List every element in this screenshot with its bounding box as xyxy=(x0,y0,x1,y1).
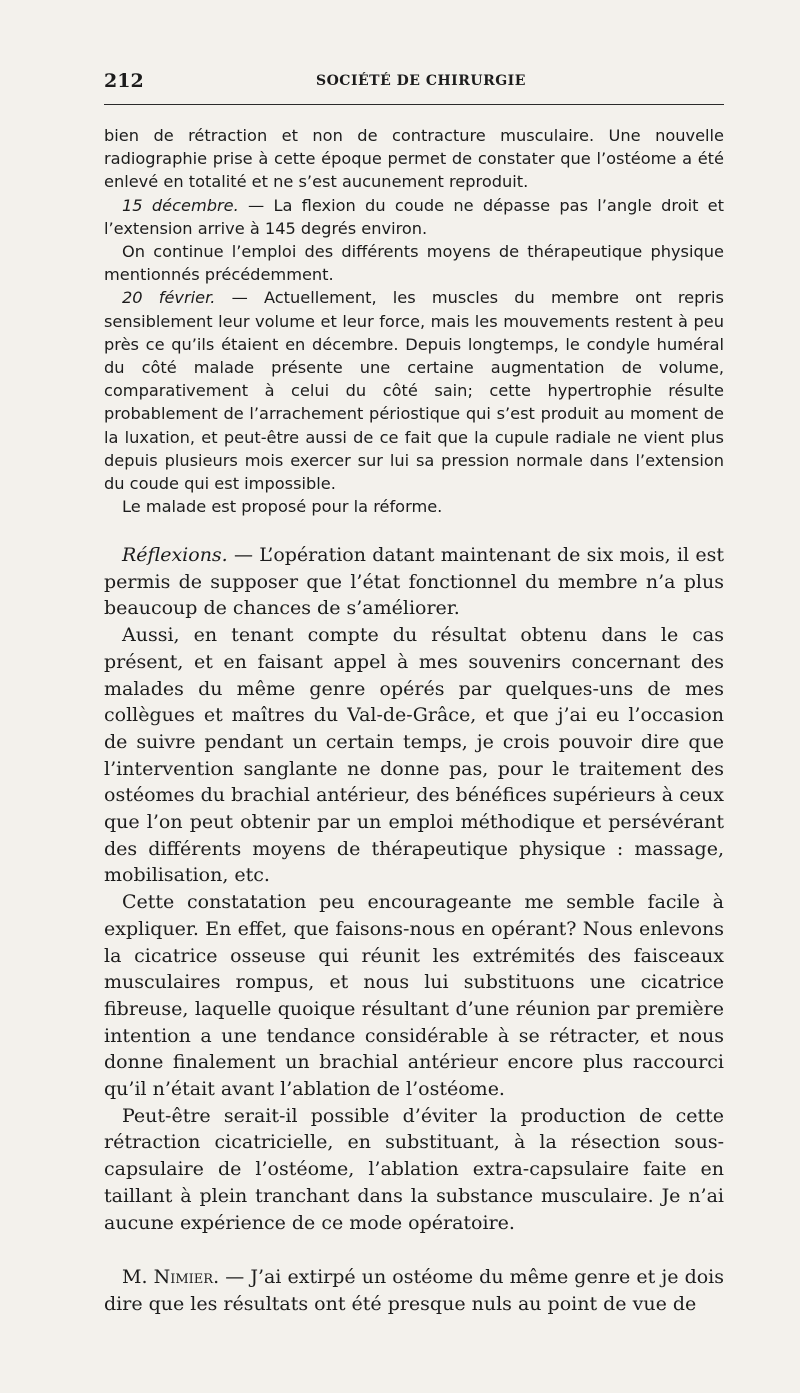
reflexions-paragraph: Peut-être serait-il possible d’éviter la production de cette rétraction cicatricielle, en substituant, à la résection sous-capsulaire de l’ostéome, l’ablation extra-capsulaire faite en taillant à plein tranchant dans la substance musculaire. Je n’ai aucune expérience de ce mode opératoire. xyxy=(104,1104,724,1234)
header-rule xyxy=(104,104,724,105)
observation-paragraph: On continue l’emploi des différents moyens de thérapeutique physique mentionnés précédemment. xyxy=(104,242,724,285)
reflexions-paragraph: Cette constatation peu encourageante me semble facile à expliquer. En effet, que faisons-nous en opérant? Nous enlevons la cicatrice osseuse qui réunit les extrémités des faisceaux musculaires rompus, et nous lui substituons une cicatrice fibreuse, laquelle quoique résultant d’une réunion par première intention a une tendance considérable à se rétracter, et nous donne finalement un brachial antérieur encore plus raccourci qu’il n’était avant l’ablation de l’ostéome. xyxy=(104,891,724,1101)
paragraph-text: — J’ai extirpé un ostéome du même genre et je dois dire que les résultats ont été presque nuls au point de vue de xyxy=(104,1266,725,1315)
speaker-name: M. Nimier. xyxy=(122,1266,220,1289)
section-heading: Réflexions. xyxy=(122,544,228,566)
reflexions-paragraph: Aussi, en tenant compte du résultat obtenu dans le cas présent, et en faisant appel à mes souvenirs concernant des malades du même genre opérés par quelques-uns de mes collègues et maîtres du Val-de-Grâce, et que j’ai eu l’occasion de suivre pendant un certain temps, je crois pouvoir dire que l’intervention sanglante ne donne pas, pour le traitement des ostéomes du brachial antérieur, des bénéfices supérieurs à ceux que l’on peut obtenir par un emploi méthodique et persévérant des différents moyens de thérapeutique physique : massage, mobilisation, etc. xyxy=(104,624,724,887)
observation-paragraph xyxy=(104,194,724,240)
observation-paragraph: Le malade est proposé pour la réforme. xyxy=(122,497,443,517)
observation-paragraph xyxy=(104,286,724,495)
page-header xyxy=(104,70,724,96)
date-label: 15 décembre. xyxy=(122,195,239,215)
case-observation xyxy=(104,124,724,518)
page-number: 212 xyxy=(104,70,144,92)
paragraph-text: — L’opération datant maintenant de six mois, il est permis de supposer que l’état fonctionnel du membre n’a plus beaucoup de chances de s’améliorer. xyxy=(104,544,724,620)
running-title: SOCIÉTÉ DE CHIRURGIE xyxy=(316,73,526,89)
reflexions-section xyxy=(104,542,724,1318)
reflexions-paragraph xyxy=(104,542,724,622)
observation-paragraph: bien de rétraction et non de contracture musculaire. Une nouvelle radiographie prise à cette époque permet de constater que l’ostéome a été enlevé en totalité et ne s’est aucunement reproduit. xyxy=(104,126,724,192)
paragraph-text: — Actuellement, les muscles du membre ont repris sensiblement leur volume et leur force, mais les mouvements restent à peu près ce qu’ils étaient en décembre. Depuis longtemps, le condyle huméral du côté malade présente une certaine augmentation de volume, comparativement à celui du côté sain; cette hypertrophie résulte probablement de l’arrachement périostique qui s’est produit au moment de la luxation, et peut-être aussi de ce fait que la cupule radiale ne vient plus depuis plusieurs mois exercer sur lui sa pression normale dans l’extension du coude qui est impossible. xyxy=(104,288,724,494)
paragraph-text: — La flexion du coude ne dépasse pas l’angle droit et l’extension arrive à 145 degrés environ. xyxy=(104,195,724,238)
nimier-paragraph xyxy=(104,1264,724,1317)
date-label: 20 février. xyxy=(122,288,216,308)
